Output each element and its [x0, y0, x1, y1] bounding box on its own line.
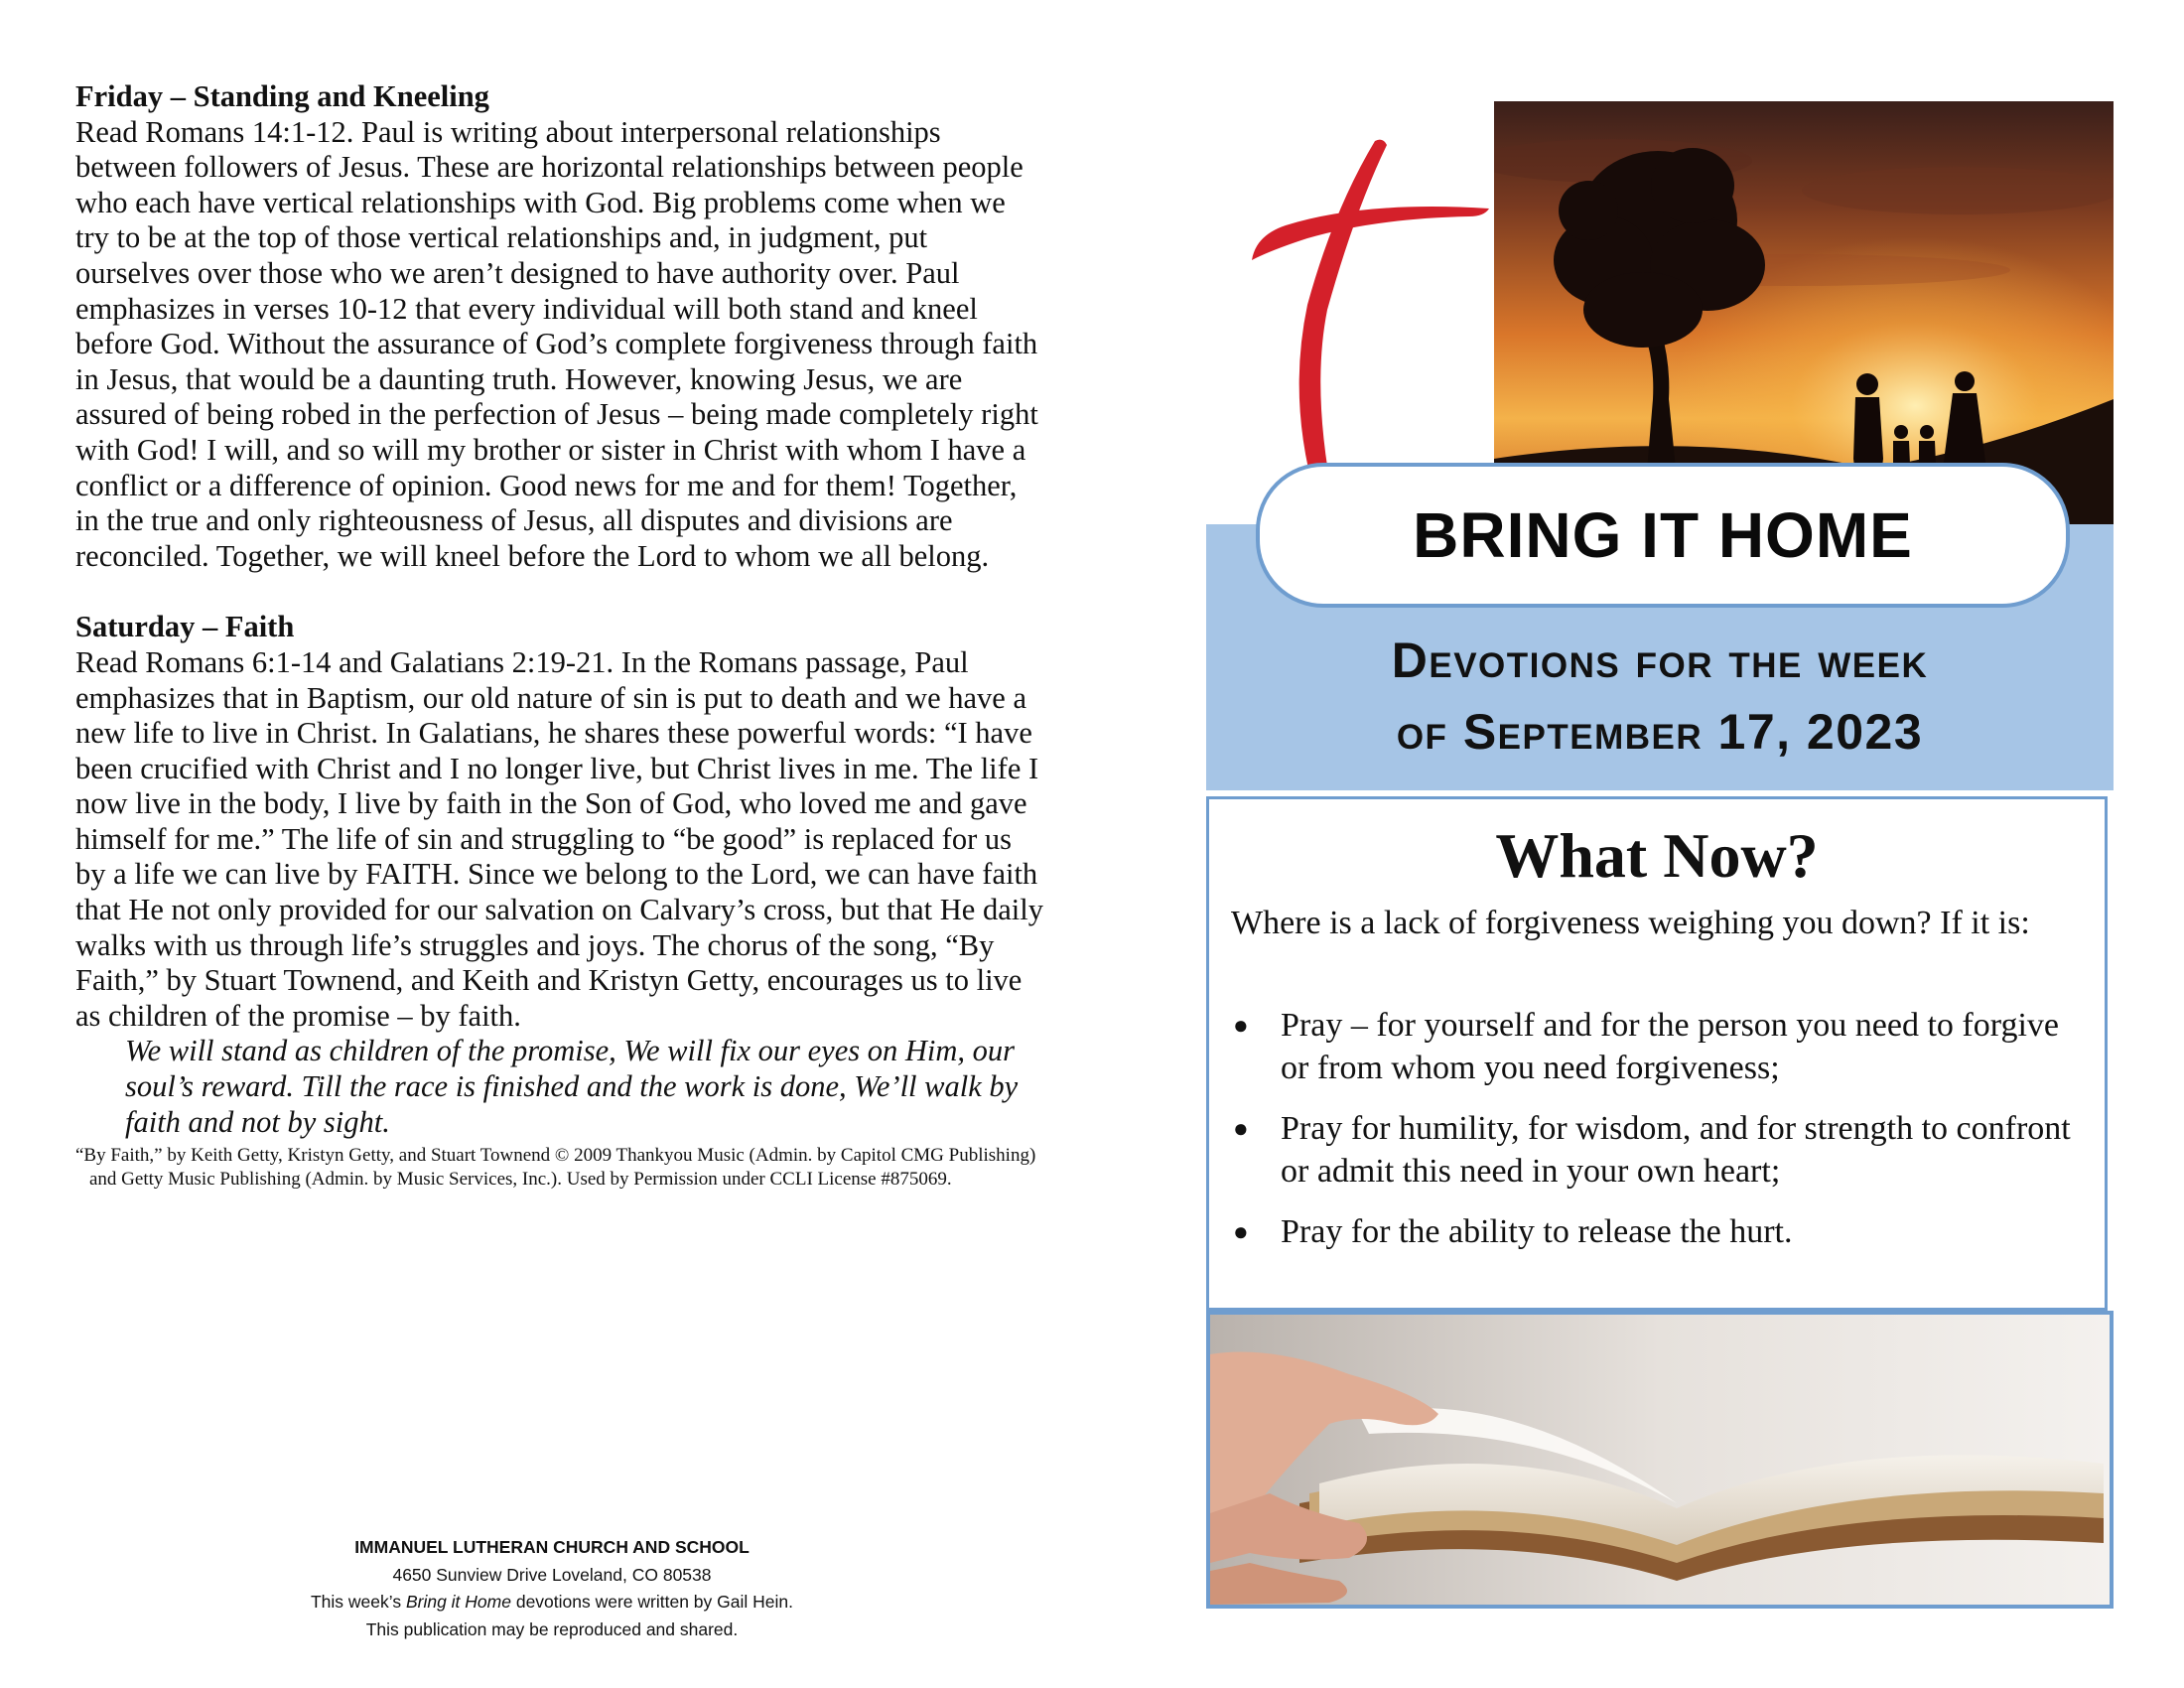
- list-item: ● Pray – for yourself and for the person you need to forgive or from whom you need forgiveness;: [1231, 1004, 2085, 1089]
- church-name: IMMANUEL LUTHERAN CHURCH AND SCHOOL: [354, 1537, 750, 1557]
- church-footer: [258, 1534, 846, 1643]
- bullet-icon: ●: [1233, 1011, 1249, 1040]
- song-quote: We will stand as children of the promise, We will fix our eyes on Him, our soul’s reward. Till the race is finished and the work is done, We’ll walk by faith and not by sight.: [125, 1034, 1019, 1139]
- church-address: 4650 Sunview Drive Loveland, CO 80538: [392, 1564, 712, 1585]
- family-sunset-image: [1494, 101, 2114, 524]
- friday-title: Friday – Standing and Kneeling: [75, 79, 489, 113]
- bible-hands-image: [1206, 1311, 2114, 1609]
- left-panel: [75, 79, 1043, 1192]
- author-line: This week’s Bring it Home devotions were written by Gail Hein.: [310, 1592, 793, 1612]
- what-now-intro: Where is a lack of forgiveness weighing you down? If it is:: [1231, 905, 2030, 941]
- friday-body: Read Romans 14:1-12. Paul is writing about interpersonal relationships between followers of Jesus. These are horizontal relationships between people who each have vertical relationships with God. Big problems come when we try to be at the top of those vertical relationships and, in judgment, put ourselves over those who we aren’t designed to have authority over. Paul emphasizes in verses 10-12 that every individual will both stand and kneel before God. Without the assurance of God’s complete forgiveness through faith in Jesus, that would be a daunting truth. However, knowing Jesus, we are assured of being robed in the perfection of Jesus – being made completely right with God! I will, and so will my brother or sister in Christ with whom I have a conflict or a difference of opinion. Good news for me and for them! Together, in the true and only righteousness of Jesus, all disputes and divisions are reconciled. Together, we will kneel before the Lord to whom we all belong.: [75, 114, 1038, 573]
- bullet-icon: ●: [1233, 1217, 1249, 1246]
- saturday-title: Saturday – Faith: [75, 610, 295, 644]
- bullet-icon: ●: [1233, 1114, 1249, 1143]
- song-credit: “By Faith,” by Keith Getty, Kristyn Getty, and Stuart Townend © 2009 Thankyou Music (Admin. by Capitol CMG Publishing) and Getty Music Publishing (Admin. by Music Services, Inc.). Used by Permission under CCLI License #875069.: [75, 1145, 1036, 1191]
- saturday-body: Read Romans 6:1-14 and Galatians 2:19-21. In the Romans passage, Paul emphasizes that in Baptism, our old nature of sin is put to death and we have a new life to live in Christ. In Galatians, he shares these powerful words: “I have been crucified with Christ and I no longer live, but Christ lives in me. The life I now live in the body, I live by faith in the Son of God, who loved me and gave himself for me.” The life of sin and struggling to “be good” is replaced for us by a life we can live by FAITH. Since we belong to the Lord, we can have faith that He not only provided for our salvation on Calvary’s cross, but that He daily walks with us through life’s struggles and joys. The chorus of the song, “By Faith,” by Stuart Townend, and Keith and Kristyn Getty, encourages us to live as children of the promise – by faith.: [75, 644, 1043, 1033]
- list-item: ● Pray for humility, for wisdom, and for strength to confront or admit this need in your own heart;: [1231, 1107, 2085, 1193]
- red-cross-logo: [1216, 131, 1494, 508]
- list-item: ● Pray for the ability to release the hurt.: [1231, 1210, 2085, 1253]
- reproduce-note: This publication may be reproduced and shared.: [365, 1618, 739, 1639]
- devotions-subtitle-line-1: Devotions for the week: [1391, 633, 1929, 688]
- devotions-subtitle-line-2: of September 17, 2023: [1396, 704, 1924, 760]
- what-now-title: What Now?: [1495, 820, 1819, 891]
- what-now-list: [1231, 1004, 2085, 1271]
- bring-it-home-title: BRING IT HOME: [1256, 463, 2070, 608]
- what-now-box: [1206, 796, 2108, 1311]
